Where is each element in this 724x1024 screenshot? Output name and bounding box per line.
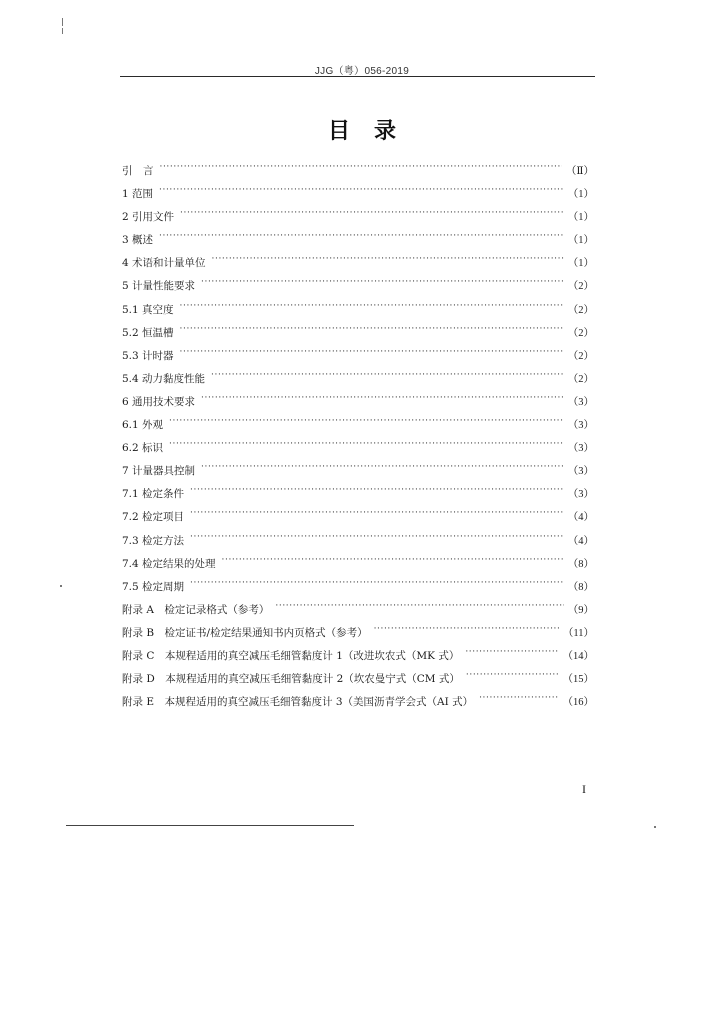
scan-artifact: [60, 585, 62, 587]
toc-entry[interactable]: [122, 299, 594, 322]
page-number: I: [582, 782, 586, 796]
toc-entry[interactable]: [122, 414, 594, 437]
standard-code: JJG（粤）056-2019: [314, 66, 410, 77]
scan-artifact: [62, 18, 63, 26]
page-title: 目录: [327, 119, 420, 144]
toc-dot-leader: [159, 233, 564, 243]
toc-entry-label: 7.5 检定周期: [122, 580, 185, 593]
toc-entry-page: （2）: [567, 327, 594, 339]
toc-dot-leader: [190, 510, 564, 520]
toc-entry[interactable]: [122, 668, 594, 691]
toc-dot-leader: [275, 603, 563, 613]
toc-dot-leader: [180, 303, 564, 313]
toc-entry[interactable]: [122, 206, 594, 229]
toc-entry[interactable]: [122, 391, 594, 414]
toc-entry-page: （1）: [567, 258, 594, 270]
toc-entry-page: （1）: [567, 189, 594, 201]
toc-dot-leader: [222, 557, 564, 567]
toc-entry-page: （1）: [567, 235, 594, 247]
toc-entry-label: 5.1 真空度: [122, 303, 174, 316]
toc-entry[interactable]: [122, 530, 594, 553]
toc-entry-page: （14）: [562, 650, 594, 662]
toc-entry-page: （8）: [567, 581, 594, 593]
toc-entry-label: 6.2 标识: [122, 442, 164, 455]
toc-entry-page: （2）: [567, 304, 594, 316]
toc-dot-leader: [190, 534, 564, 544]
toc-entry-label: 5 计量性能要求: [122, 280, 196, 293]
toc-entry-label: 1 范围: [122, 188, 154, 201]
toc-entry[interactable]: [122, 160, 594, 183]
toc-entry-label: 5.4 动力黏度性能: [122, 372, 206, 385]
toc-dot-leader: [465, 649, 558, 659]
toc-entry[interactable]: [122, 252, 594, 275]
toc-dot-leader: [201, 464, 564, 474]
toc-dot-leader: [169, 441, 564, 451]
toc-entry-page: （1）: [567, 212, 594, 224]
toc-dot-leader: [190, 580, 564, 590]
toc-entry-label: 附录 C 本规程适用的真空减压毛细管黏度计 1（改进坎农式（MK 式）: [122, 649, 460, 662]
toc-entry[interactable]: [122, 275, 594, 298]
toc-entry[interactable]: [122, 368, 594, 391]
scan-artifact: [62, 28, 63, 34]
toc-dot-leader: [212, 256, 564, 266]
toc-entry-label: 2 引用文件: [122, 211, 175, 224]
toc-entry[interactable]: [122, 576, 594, 599]
toc-dot-leader: [169, 418, 564, 428]
toc-dot-leader: [479, 695, 558, 705]
toc-entry-page: （3）: [567, 420, 594, 432]
toc-dot-leader: [180, 210, 564, 220]
toc-entry[interactable]: [122, 322, 594, 345]
toc-dot-leader: [466, 672, 559, 682]
toc-entry-page: （3）: [567, 466, 594, 478]
footer-rule: [66, 825, 354, 826]
toc-dot-leader: [190, 487, 564, 497]
toc-entry-label: 7 计量器具控制: [122, 465, 196, 478]
toc-dot-leader: [160, 164, 562, 174]
toc-entry[interactable]: [122, 183, 594, 206]
toc-entry-page: （2）: [567, 373, 594, 385]
table-of-contents: [122, 160, 594, 714]
toc-entry[interactable]: [122, 229, 594, 252]
scan-artifact: [654, 826, 656, 828]
toc-entry[interactable]: [122, 483, 594, 506]
toc-entry-label: 附录 A 检定记录格式（参考）: [122, 603, 270, 616]
toc-entry-label: 7.1 检定条件: [122, 488, 185, 501]
toc-entry-label: 7.4 检定结果的处理: [122, 557, 216, 570]
toc-entry-label: 附录 B 检定证书/检定结果通知书内页格式（参考）: [122, 626, 368, 639]
toc-entry[interactable]: [122, 622, 594, 645]
toc-entry-page: （3）: [567, 396, 594, 408]
toc-entry[interactable]: [122, 691, 594, 714]
toc-dot-leader: [211, 372, 564, 382]
toc-dot-leader: [180, 326, 564, 336]
toc-entry-page: （15）: [562, 674, 594, 686]
toc-entry-page: （4）: [567, 512, 594, 524]
toc-entry-label: 5.2 恒温槽: [122, 326, 174, 339]
toc-entry[interactable]: [122, 645, 594, 668]
toc-entry[interactable]: [122, 506, 594, 529]
toc-entry-page: （3）: [567, 443, 594, 455]
toc-entry-page: （11）: [562, 627, 594, 639]
toc-entry-page: （8）: [567, 558, 594, 570]
toc-entry-page: （2）: [567, 281, 594, 293]
toc-dot-leader: [374, 626, 559, 636]
toc-entry[interactable]: [122, 345, 594, 368]
toc-dot-leader: [201, 279, 564, 289]
toc-entry-label: 6.1 外观: [122, 419, 164, 432]
toc-entry-page: （3）: [567, 489, 594, 501]
toc-entry-page: （4）: [567, 535, 594, 547]
toc-entry-label: 7.3 检定方法: [122, 534, 185, 547]
toc-entry-page: （16）: [562, 697, 594, 709]
toc-entry[interactable]: [122, 599, 594, 622]
toc-entry-label: 4 术语和计量单位: [122, 257, 206, 270]
toc-entry-label: 附录 D 本规程适用的真空减压毛细管黏度计 2（坎农曼宁式（CM 式）: [122, 673, 460, 686]
toc-entry-label: 7.2 检定项目: [122, 511, 185, 524]
toc-entry[interactable]: [122, 553, 594, 576]
toc-entry-page: （Ⅱ）: [565, 166, 594, 177]
toc-dot-leader: [159, 187, 564, 197]
toc-entry-label: 5.3 计时器: [122, 349, 174, 362]
header-rule: [120, 76, 595, 77]
toc-entry-page: （9）: [567, 604, 594, 616]
toc-entry-label: 引 言: [122, 165, 154, 177]
toc-dot-leader: [201, 395, 564, 405]
toc-entry[interactable]: [122, 437, 594, 460]
toc-entry-label: 3 概述: [122, 234, 154, 247]
toc-entry-label: 附录 E 本规程适用的真空减压毛细管黏度计 3（美国沥青学会式（AI 式）: [122, 696, 474, 709]
toc-dot-leader: [180, 349, 564, 359]
toc-entry-label: 6 通用技术要求: [122, 395, 196, 408]
toc-entry-page: （2）: [567, 350, 594, 362]
toc-entry[interactable]: [122, 460, 594, 483]
